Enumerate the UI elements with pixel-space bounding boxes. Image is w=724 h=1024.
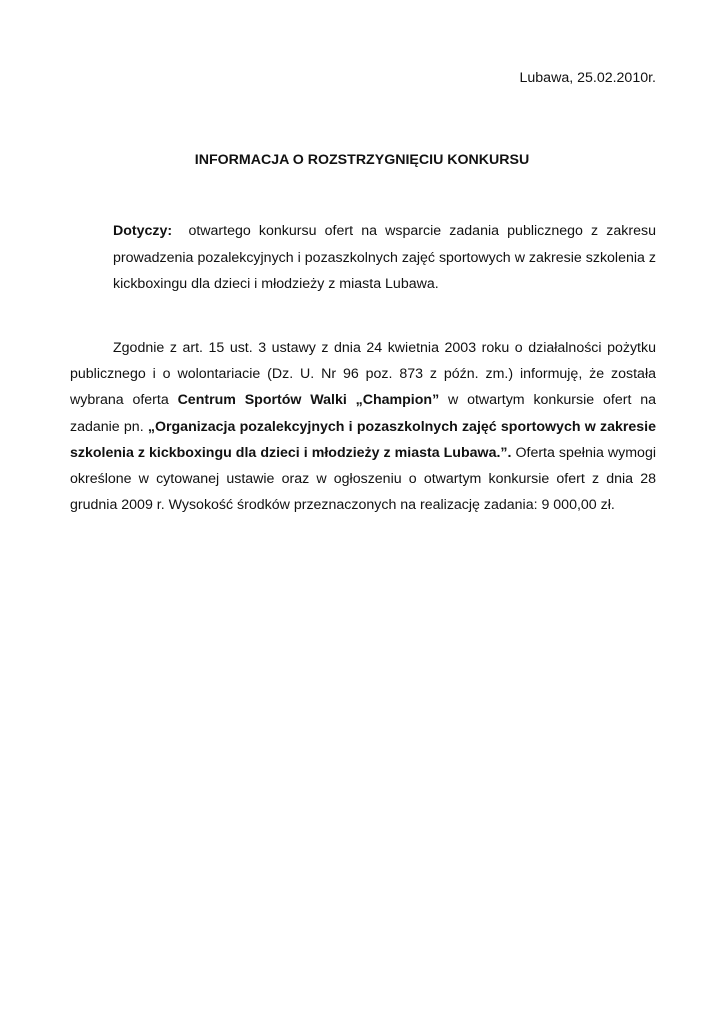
organization-name: Centrum Sportów Walki „Champion” <box>177 392 440 409</box>
body-text-part3: Oferta spełnia wymogi określone w cytowanej ustawie oraz w ogłoszeniu o otwartym konkursie ofert z dnia 28 grudnia 2009 r. Wysokość środków przeznaczonych na realizację zadania: 9 000,00 zł. <box>70 444 656 514</box>
subject-label: Dotyczy: <box>113 223 173 239</box>
task-name: „Organizacja pozalekcyjnych i pozaszkolnych zajęć sportowych w zakresie szkolenia z kickboxingu dla dzieci i młodzieży z miasta Lubawa.”. <box>70 418 656 461</box>
subject-text: otwartego konkursu ofert na wsparcie zadania publicznego z zakresu prowadzenia pozalekcyjnych i pozaszkolnych zajęć sportowych w zakresie szkolenia z kickboxingu dla dzieci i młodzieży z miasta Lubawa. <box>113 223 656 292</box>
document-title: INFORMACJA O ROZSTRZYGNIĘCIU KONKURSU <box>194 152 530 168</box>
body-text-part2: w otwartym konkursie ofert na zadanie pn. <box>70 392 656 435</box>
body-paragraph <box>70 335 656 518</box>
subject-paragraph <box>113 218 656 298</box>
place-and-date: Lubawa, 25.02.2010r. <box>519 70 656 86</box>
body-text-part1: Zgodnie z art. 15 ust. 3 ustawy z dnia 24 kwietnia 2003 roku o działalności pożytku publicznego i o wolontariacie (Dz. U. Nr 96 poz. 873 z późn. zm.) informuję, że została wybrana oferta <box>70 340 656 409</box>
